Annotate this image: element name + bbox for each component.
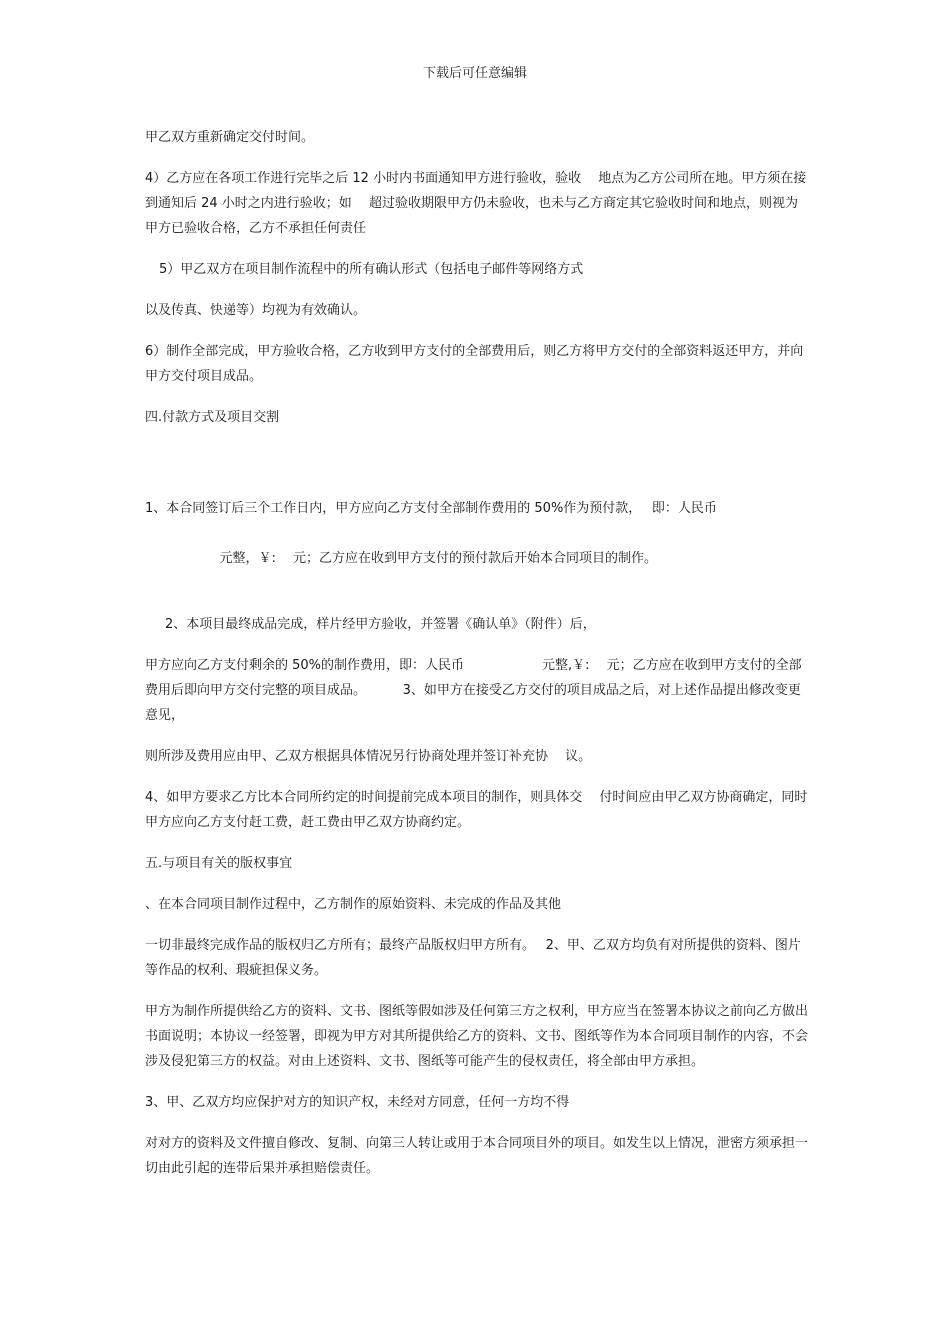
paragraph-payment-3-continued: 则所涉及费用应由甲、乙双方根据具体情况另行协商处理并签订补充协 议。 (145, 749, 592, 764)
paragraph-payment-2-continued: 甲方应向乙方支付剩余的 50%的制作费用，即：人民币 元整,￥: 元；乙方应在收到甲方支付的全部费用后即向甲方交付完整的项目成品。 3、如甲方在接受乙方交付的项目成品之后，对上述作品提出修改变更意见， (145, 658, 802, 723)
paragraph-payment-1 (145, 446, 810, 596)
paragraph-delivery-time: 甲乙双方重新确定交付时间。 (145, 130, 315, 145)
paragraph-copyright-3-continued: 对对方的资料及文件擅自修改、复制、向第三人转让或用于本合同项目外的项目。如发生以上情况，泄密方须承担一切由此引起的连带后果并承担赔偿责任。 (145, 1136, 809, 1176)
paragraph-payment-4-rush: 4、如甲方要求乙方比本合同所约定的时间提前完成本项目的制作，则具体交 付时间应由甲乙双方协商确定，同时甲方应向乙方支付赶工费，赶工费由甲乙双方协商约定。 (145, 790, 808, 830)
document-body (145, 125, 810, 1197)
paragraph-clause-5-continued: 以及传真、快递等）均视为有效确认。 (145, 303, 367, 318)
paragraph-clause-6-completion: 6）制作全部完成，甲方验收合格，乙方收到甲方支付的全部费用后，则乙方将甲方交付的全部资料返还甲方，并向甲方交付项目成品。 (145, 344, 804, 384)
paragraph-copyright-3: 3、甲、乙双方均应保护对方的知识产权，未经对方同意，任何一方均不得 (145, 1095, 570, 1110)
paragraph-clause-4-acceptance: 4）乙方应在各项工作进行完毕之后 12 小时内书面通知甲方进行验收，验收 地点为乙方公司所在地。甲方须在接到通知后 24 小时之内进行验收；如 超过验收期限甲方仍未验收，也未与乙方商定其它验收时间和地点，则视为甲方已验收合格，乙方不承担任何责任 (145, 171, 807, 236)
paragraph-copyright-1: 、在本合同项目制作过程中，乙方制作的原始资料、未完成的作品及其他 (145, 897, 562, 912)
paragraph-clause-5-confirmation: 5）甲乙双方在项目制作流程中的所有确认形式（包括电子邮件等网络方式 (159, 262, 584, 277)
paragraph-copyright-third-party: 甲方为制作所提供给乙方的资料、文书、图纸等假如涉及任何第三方之权利，甲方应当在签署本协议之前向乙方做出书面说明；本协议一经签署，即视为甲方对其所提供给乙方的资料、文书、图纸等作为本合同项目制作的内容，不会涉及侵犯第三方的权益。对由上述资料、文书、图纸等可能产生的侵权责任，将全部由甲方承担。 (145, 1004, 809, 1069)
section-heading-payment: 四.付款方式及项目交割 (145, 410, 280, 425)
paragraph-payment-1-line-a: 1、本合同签订后三个工作日内，甲方应向乙方支付全部制作费用的 50%作为预付款， 即：人民币 (145, 501, 717, 516)
paragraph-copyright-1-continued: 一切非最终完成作品的版权归乙方所有；最终产品版权归甲方所有。 2、甲、乙双方均负有对所提供的资料、图片等作品的权利、瑕疵担保义务。 (145, 938, 801, 978)
paragraph-payment-1-line-b: 元整，￥: 元；乙方应在收到甲方支付的预付款后开始本合同项目的制作。 (219, 551, 658, 566)
section-heading-copyright: 五.与项目有关的版权事宜 (145, 856, 293, 871)
page-header: 下载后可任意编辑 (422, 66, 527, 81)
paragraph-payment-2: 2、本项目最终成品完成，样片经甲方验收，并签署《确认单》（附件）后， (165, 617, 596, 632)
